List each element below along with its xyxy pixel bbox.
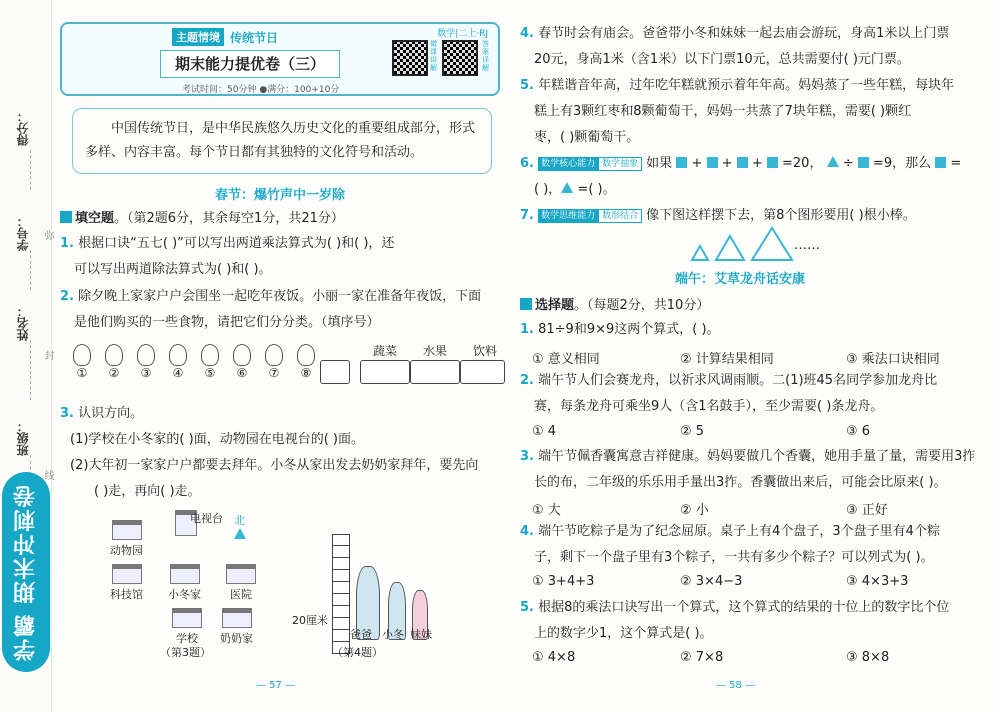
train-car-vegetable <box>360 360 410 384</box>
section-fill <box>60 207 344 226</box>
dragon-title: 端午：艾草龙舟话安康 <box>674 272 805 287</box>
choice-1: 1. 81÷9和9×9这两个算式，( )。 <box>520 322 720 337</box>
food-label: ⑦ <box>268 366 280 380</box>
map-tv-label: 电视台 <box>190 512 223 525</box>
house-icon <box>170 564 200 584</box>
question-5-line3: 枣，( )颗葡萄干。 <box>534 130 640 145</box>
choice-5-b[interactable]: ② 7×8 <box>680 650 724 665</box>
map-home: 小冬家 <box>168 564 201 602</box>
id-label: 学号： <box>16 215 30 251</box>
question-1: 1. 根据口诀“五七( )”可以写出两道乘法算式为( )和( )，还 <box>60 236 395 251</box>
spring-title: 春节：爆竹声中一岁除 <box>214 188 345 203</box>
badge-core: 数学核心能力 <box>538 157 598 171</box>
name-line <box>30 340 31 400</box>
caption-q4: （第4题） <box>332 646 383 659</box>
map-science: 科技馆 <box>110 564 143 602</box>
question-1-line2: 可以写出两道除法算式为( )和( )。 <box>74 262 272 277</box>
map-zoo: 动物园 <box>110 520 143 558</box>
left-page <box>60 0 500 712</box>
car-label-fruit: 水果 <box>422 344 447 358</box>
food-figure <box>70 344 500 396</box>
choice-4-a[interactable]: ① 3+4+3 <box>532 574 595 589</box>
drink-icon <box>265 344 283 366</box>
question-4-line2: 20元，身高1米（含1米）以下门票10元，总共需要付( )元门票。 <box>534 52 910 67</box>
choice-4: 4. 端午节吃粽子是为了纪念屈原。桌子上有4个盘子，3个盘子里有4个粽 <box>520 524 940 539</box>
food-label: ③ <box>140 366 152 380</box>
choice-4-line2: 子，剩下一个盘子里有3个粽子，一共有多少个粽子？可以列式为( )。 <box>534 550 934 565</box>
section-square-icon <box>60 211 72 223</box>
square-symbol-icon <box>676 157 687 168</box>
section-title: 选择题 <box>535 298 575 313</box>
square-symbol-icon <box>737 157 748 168</box>
north-arrow-icon <box>234 528 246 542</box>
choice-2-a[interactable]: ① 4 <box>532 424 557 439</box>
question-3: 3. 认识方向。 <box>60 406 144 421</box>
page-number-left: — 57 — <box>256 680 296 691</box>
map-hospital: 医院 <box>226 564 256 602</box>
train-car-fruit <box>410 360 460 384</box>
exam-header <box>60 22 500 96</box>
boy-label: 小冬 <box>382 628 404 641</box>
seal-mark-2: 封 <box>42 350 53 360</box>
choice-2-b[interactable]: ② 5 <box>680 424 705 439</box>
score-line <box>30 150 31 190</box>
map-school: 学校 <box>172 608 202 646</box>
question-7: 7. 数学思维能力 数形结合 像下图这样摆下去，第8个图形要用( )根小棒。 <box>520 208 916 223</box>
zoo-icon <box>112 520 142 540</box>
question-3-sub2: (2)大年初一家家户户都要去拜年。小冬从家出发去奶奶家拜年，要先向 <box>70 458 479 473</box>
choice-3-c[interactable]: ③ 正好 <box>846 503 888 518</box>
train-engine-icon <box>320 360 350 384</box>
question-2-line2: 是他们购买的一些食物，请把它们分分类。（填序号） <box>74 315 380 330</box>
choice-1-c[interactable]: ③ 乘法口诀相同 <box>846 352 940 367</box>
triangle-symbol-icon <box>827 156 839 167</box>
section-title: 填空题 <box>75 211 115 226</box>
car-label-drink: 饮料 <box>472 344 497 358</box>
exam-meta: 考试时间：50分钟 ●满分：100+10分 <box>182 85 340 95</box>
choice-4-b[interactable]: ② 3×4−3 <box>680 574 743 589</box>
food-label: ⑧ <box>300 366 312 380</box>
triangle-symbol-icon <box>561 182 573 193</box>
tomato-icon <box>137 344 155 366</box>
qr2-label: 答案详解 <box>482 40 489 72</box>
girl-label: 妹妹 <box>410 628 432 641</box>
choice-1-a[interactable]: ① 意义相同 <box>532 352 600 367</box>
question-6: 6. 数学核心能力 数学抽象 如果 + + + =20， ÷ =9，那么 = <box>520 156 962 171</box>
choice-3: 3. 端午节佩香囊寓意吉祥健康。妈妈要做几个香囊，她用手量了量，需要用3拃 <box>520 449 976 464</box>
intro-box: 中国传统节日，是中华民族悠久历史文化的重要组成部分，形式多样、内容丰富。每个节日都有其独特的文化符号和活动。 <box>72 108 492 174</box>
school-icon <box>172 608 202 628</box>
right-page <box>520 0 990 712</box>
class-label: 班级： <box>16 420 30 456</box>
question-5: 5. 年糕谐音年高，过年吃年糕就预示着年年高。妈妈蒸了一些年糕，每块年 <box>520 78 955 93</box>
exam-title: 期末能力提优卷（三） <box>160 50 340 78</box>
section-choice <box>520 294 709 313</box>
north-label: 北 <box>234 514 245 527</box>
qr-code-icon <box>392 40 428 76</box>
question-6-line2: ( )， =( )。 <box>534 182 616 197</box>
leek-icon <box>233 344 251 366</box>
subject-label: 数学|二上·RJ <box>437 29 488 39</box>
choice-5-c[interactable]: ③ 8×8 <box>846 650 890 665</box>
seal-mark-1: 弥 <box>42 230 53 240</box>
choice-3-line2: 长的布，二年级的乐乐用手量出3拃。香囊做出来后，可能会比原来( )。 <box>534 475 947 490</box>
food-label: ② <box>108 366 120 380</box>
square-symbol-icon <box>935 157 946 168</box>
grandma-house-icon <box>222 608 252 628</box>
car-label-vegetable: 蔬菜 <box>372 344 397 358</box>
choice-2: 2. 端午节人们会赛龙舟，以祈求风调雨顺。二(1)班45名同学参加龙舟比 <box>520 373 938 388</box>
name-label: 姓名： <box>16 305 30 341</box>
id-line <box>30 250 31 290</box>
food-label: ⑤ <box>204 366 216 380</box>
ruler-label: 20厘米 <box>292 614 328 627</box>
binding-strip <box>0 0 52 712</box>
juice-icon <box>169 344 187 366</box>
cabbage-icon <box>201 344 219 366</box>
question-2: 2. 除夕晚上家家户户会围坐一起吃年夜饭。小丽一家在准备年夜饭，下面 <box>60 289 482 304</box>
map-grandma: 奶奶家 <box>220 608 253 646</box>
choice-3-a[interactable]: ① 大 <box>532 503 561 518</box>
dad-label: 爸爸 <box>350 628 372 641</box>
food-label: ⑥ <box>236 366 248 380</box>
choice-2-line2: 赛，每条龙舟可乘坐9人（含1名鼓手），至少需要( )条龙舟。 <box>534 399 884 414</box>
square-symbol-icon <box>858 157 869 168</box>
triangle-3-icon <box>752 228 792 260</box>
choice-3-b[interactable]: ② 小 <box>680 503 709 518</box>
pattern-dots: …… <box>794 238 820 253</box>
pear-icon <box>73 344 91 366</box>
choice-5: 5. 根据8的乘法口诀写出一个算式，这个算式的结果的十位上的数字比个位 <box>520 600 950 615</box>
triangle-2-icon <box>716 236 744 260</box>
page-number-right: — 58 — <box>716 680 756 691</box>
choice-2-c[interactable]: ③ 6 <box>846 424 871 439</box>
eggplant-icon <box>297 344 315 366</box>
qr1-label: 微课讲解 <box>430 40 437 72</box>
question-3-sub1: (1)学校在小冬家的( )面，动物园在电视台的( )面。 <box>70 432 364 447</box>
square-symbol-icon <box>707 157 718 168</box>
height-ruler-icon <box>332 534 350 654</box>
badge-abstract: 数学抽象 <box>598 157 642 171</box>
food-label: ④ <box>172 366 184 380</box>
question-4: 4. 春节时会有庙会。爸爸带小冬和妹妹一起去庙会游玩，身高1米以上门票 <box>520 26 950 41</box>
section-note: 。（第2题6分，其余每空1分，共21分） <box>114 211 344 226</box>
train-car-drink <box>460 360 505 384</box>
badge-thinking: 数学思维能力 <box>538 209 598 223</box>
theme-name: 传统节日 <box>230 30 279 45</box>
score-label: 得分： <box>16 110 30 146</box>
food-label: ① <box>76 366 88 380</box>
museum-icon <box>112 564 142 584</box>
section-square-icon <box>520 298 532 310</box>
square-symbol-icon <box>767 157 778 168</box>
brand-logo: 学霸 期末冲刺卷 <box>2 472 50 672</box>
caption-q3: （第3题） <box>160 646 211 659</box>
section-note: 。（每题2分，共10分） <box>574 298 710 313</box>
qr-code-icon-2 <box>442 40 478 76</box>
triangle-1-icon <box>692 246 708 260</box>
hospital-icon <box>226 564 256 584</box>
question-5-line2: 糕上有3颗红枣和8颗葡萄干，妈妈一共蒸了7块年糕，需要( )颗红 <box>534 104 912 119</box>
badge-shape: 数形结合 <box>598 209 642 223</box>
seal-mark-3: 线 <box>42 470 53 480</box>
choice-5-line2: 上的数字少1，这个算式是( )。 <box>534 626 713 641</box>
carrot-icon <box>105 344 123 366</box>
choice-1-b[interactable]: ② 计算结果相同 <box>680 352 774 367</box>
choice-5-a[interactable]: ① 4×8 <box>532 650 576 665</box>
choice-4-c[interactable]: ③ 4×3+3 <box>846 574 909 589</box>
question-3-sub2b: ( )走，再向( )走。 <box>94 484 201 499</box>
theme-tag: 主题情境 <box>172 28 224 46</box>
